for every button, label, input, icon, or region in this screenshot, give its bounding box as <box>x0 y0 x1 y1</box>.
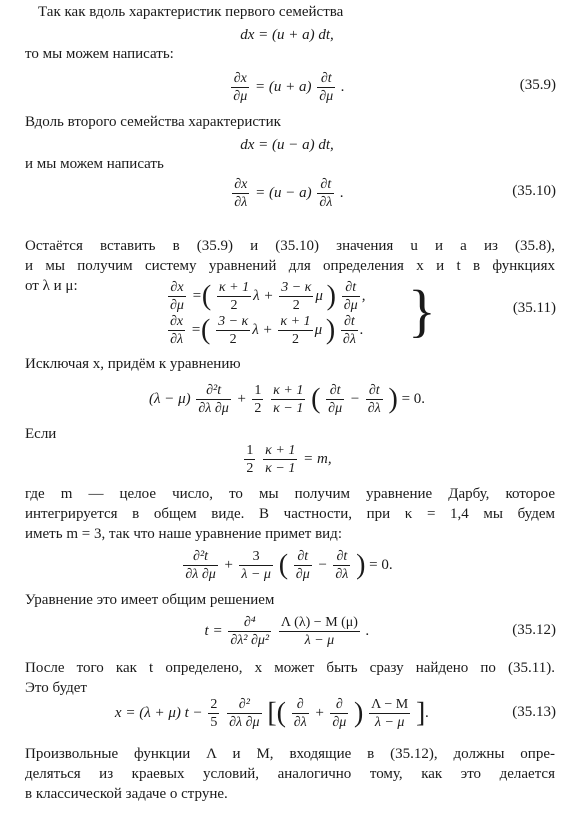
equation-number-35-9: (35.9) <box>519 77 556 93</box>
paragraph-characteristics-first: Так как вдоль характеристик первого семейства <box>38 4 344 20</box>
fraction-dx-dlambda: $\frac{\partial x}{\partial\lambda}$ <box>234 177 248 210</box>
equation-system-35-11 <box>0 276 574 346</box>
paragraph-arbitrary-functions-line2: деляться из краевых условий, аналогично тому, как это делается <box>25 766 555 782</box>
paragraph-insert-values-line3: от λ и μ: <box>25 278 78 294</box>
paragraph-insert-values-line1: Остаётся вставить в (35.9) и (35.10) значения u и a из (35.8), <box>25 238 555 254</box>
paragraph-arbitrary-functions-line3: в классической задаче о струне. <box>25 786 228 802</box>
equation-dx-first-text: dx = (u + a) dt, <box>240 27 334 43</box>
equation-dx-second <box>0 134 574 156</box>
fraction-dx-dmu: $\frac{\partial x}{\partial\mu}$ <box>233 71 248 104</box>
equation-number-35-11: (35.11) <box>512 300 556 316</box>
equation-darboux-m3: $\frac{\text{∂²t}}{\partial\lambda \partial\mu}$ + $\frac{3}{\lambda - \mu}$ ( $\frac{\partial t}{\partial\mu}$ − $\frac{\partial t}{\partial\lambda}$ ) = 0. <box>185 549 393 582</box>
equation-number-35-13: (35.13) <box>512 704 556 720</box>
paragraph-characteristics-second: Вдоль второго семейства характеристик <box>25 114 281 130</box>
equation-darboux-general: (λ − μ) $\frac{\text{∂²t}}{\partial\lambda \partial\mu}$ + $\frac{1}{2}$ $\frac{\kappa + 1}{\kappa - 1}$ ( $\frac{\partial t}{\partial\mu}$ − $\frac{\partial t}{\partial\lambda}$ ) = 0. <box>148 383 426 416</box>
paragraph-insert-values-line2: и мы получим систему уравнений для определения x и t в функциях <box>25 258 555 274</box>
paragraph-we-can-write-1: то мы можем написать: <box>25 46 174 62</box>
paragraph-we-can-write-2: и мы можем написать <box>25 156 164 172</box>
paragraph-darboux-line3: иметь m = 3, так что наше уравнение примет вид: <box>25 526 342 542</box>
paragraph-darboux-line1: где m — целое число, то мы получим уравнение Дарбу, которое <box>25 486 555 502</box>
paragraph-darboux-line2: интегрируется в общем виде. В частности, при κ = 1,4 мы будем <box>25 506 555 522</box>
system-row-1: $\frac{\partial x}{\partial\mu}$ =( $\frac{\kappa + 1}{2}$ λ + $\frac{3 - \kappa}{2}$ μ ) $\frac{\partial t}{\partial\mu}$ , <box>170 280 366 313</box>
system-brace: } <box>408 278 436 343</box>
fraction-dt-dlambda: $\frac{\partial t}{\partial\lambda}$ <box>319 177 333 210</box>
equation-35-13: x = (λ + μ) t − $\frac{2}{5}$ $\frac{\text{∂²}}{\partial\lambda \partial\mu}$ [( $\frac{\partial}{\partial\lambda}$ + $\frac{\partial}{\partial\mu}$ ) $\frac{\Lambda - M}{\lambda - \mu}$ ]. (35.13) <box>114 697 556 730</box>
paragraph-if: Если <box>25 426 57 442</box>
system-row-2: $\frac{\partial x}{\partial\lambda}$ =( $\frac{3 - \kappa}{2}$ λ + $\frac{\kappa + 1}{2}$ μ ) $\frac{\partial t}{\partial\lambda}$ . <box>170 314 364 347</box>
equation-dx-first <box>0 24 574 46</box>
paragraph-eliminating-x: Исключая x, придём к уравнению <box>25 356 241 372</box>
equation-35-9: $\frac{\partial x}{\partial\mu}$ = (u + a) $\frac{\partial t}{\partial\mu}$ . (35.9) <box>233 71 556 104</box>
paragraph-arbitrary-functions-line1: Произвольные функции Λ и M, входящие в (35.12), должны опре- <box>25 746 555 762</box>
paragraph-after-t-line2: Это будет <box>25 680 87 696</box>
equation-dx-second-text: dx = (u − a) dt, <box>240 137 334 153</box>
fraction-dt-dmu: $\frac{\partial t}{\partial\mu}$ <box>319 71 334 104</box>
equation-number-35-12: (35.12) <box>512 622 556 638</box>
paragraph-after-t-line1: После того как t определено, x может быть сразу найдено по (35.11). <box>25 660 555 676</box>
equation-35-12: t = $\frac{\text{∂⁴}}{\text{∂λ² ∂μ²}}$ $\frac{\Lambda (\lambda) - M (\mu)}{\lambda - \mu}$ . (35.12) <box>204 615 556 648</box>
equation-m-condition: $\frac{1}{2}$ $\frac{\kappa + 1}{\kappa - 1}$ = m, <box>246 443 332 476</box>
equation-number-35-10: (35.10) <box>512 183 556 199</box>
equation-35-10: $\frac{\partial x}{\partial\lambda}$ = (u − a) $\frac{\partial t}{\partial\lambda}$ . (35.10) <box>234 177 556 210</box>
paragraph-general-solution: Уравнение это имеет общим решением <box>25 592 275 608</box>
